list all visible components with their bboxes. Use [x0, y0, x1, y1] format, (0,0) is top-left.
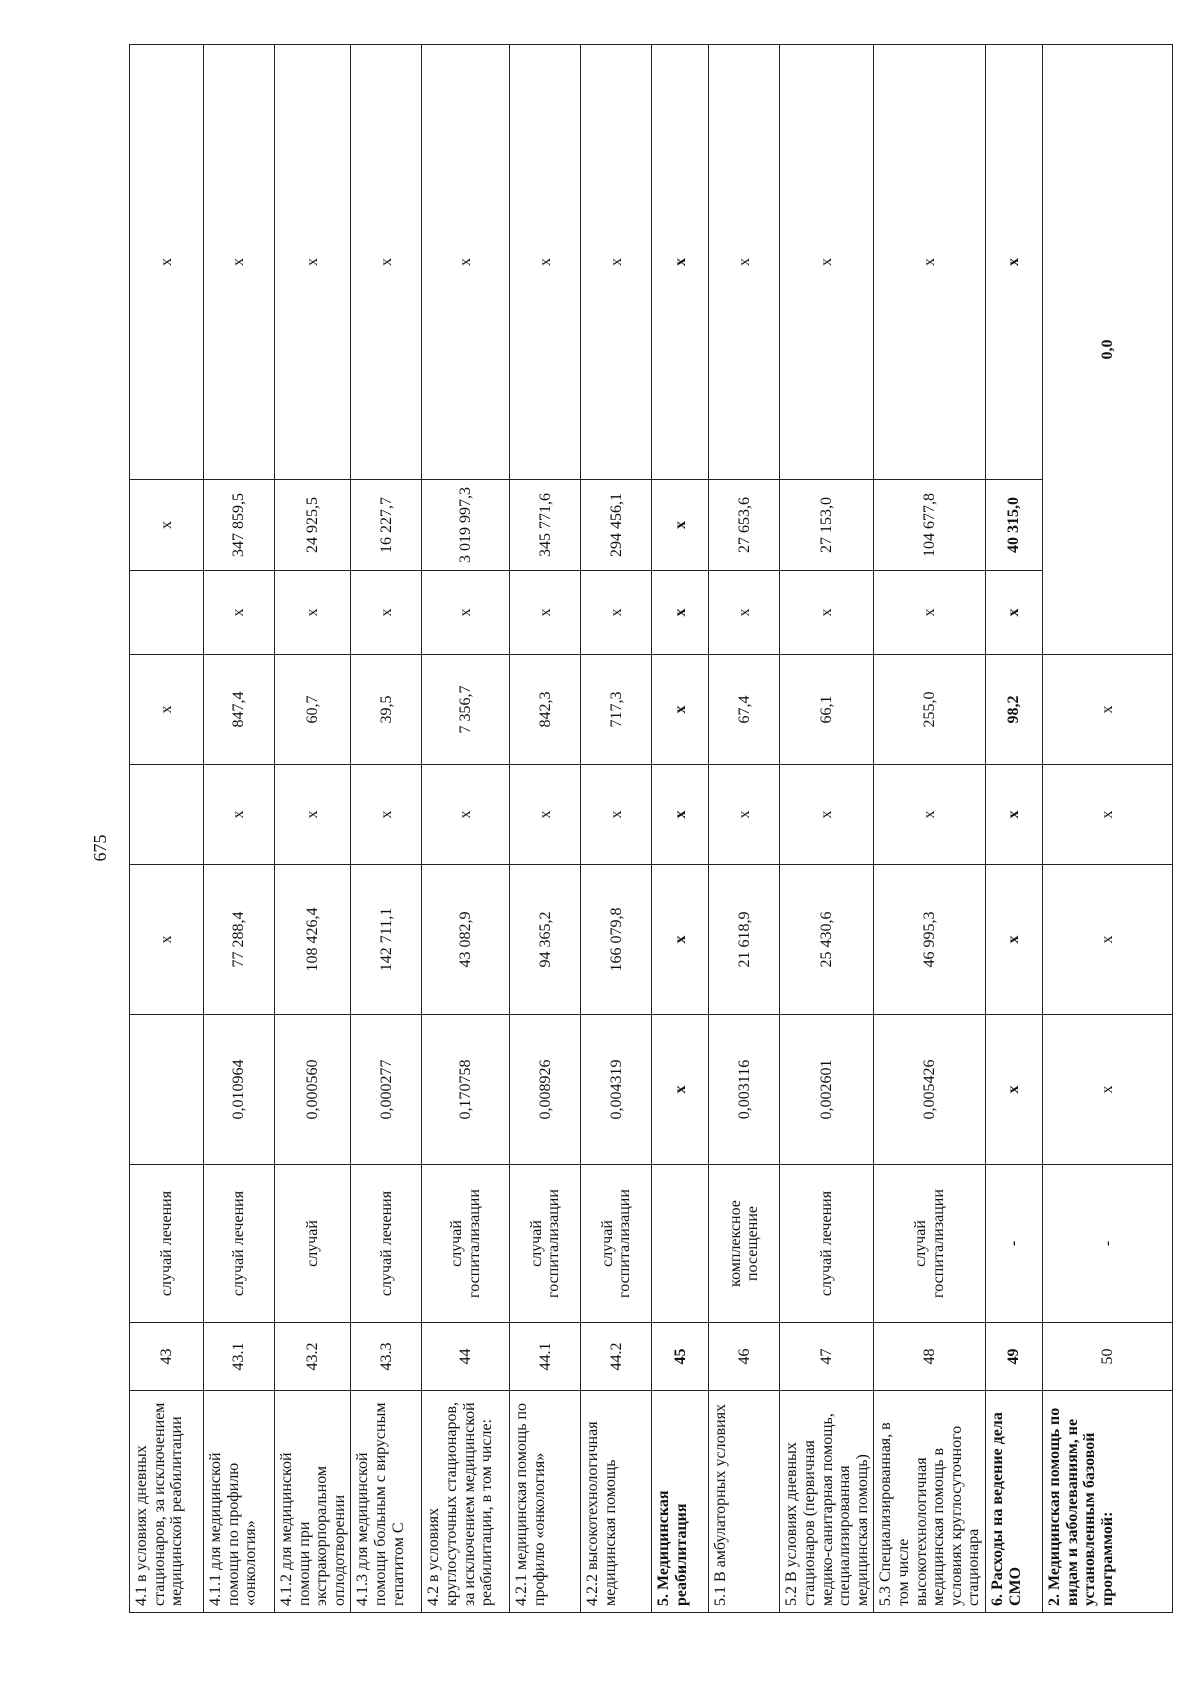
cell-norm: 0,000560	[275, 1015, 351, 1165]
cell-unit: случай лечения	[780, 1165, 874, 1323]
cell-total-budget: x	[709, 571, 780, 655]
cell-cost: x	[1042, 865, 1172, 1015]
cell-note: x	[874, 45, 986, 480]
table-row	[275, 45, 351, 1613]
cell-total-budget: x	[275, 571, 351, 655]
cell-unit: случай госпитализации	[422, 1165, 510, 1323]
cell-total-oms: 347 859,5	[204, 480, 275, 571]
cell-unit: случай госпитализации	[510, 1165, 581, 1323]
cell-per-capita-oms: x	[130, 655, 204, 765]
cell-code: 50	[1042, 1323, 1172, 1391]
cell-name: 4.1 в условиях дневных стационаров, за исключением медицинской реабилитации	[130, 1391, 204, 1613]
cell-per-capita-budget: x	[985, 765, 1042, 865]
table-body	[130, 45, 1173, 1613]
cell-code: 44.1	[510, 1323, 581, 1391]
table-row	[985, 45, 1042, 1613]
cell-norm: 0,002601	[780, 1015, 874, 1165]
cell-cost: 77 288,4	[204, 865, 275, 1015]
cell-total-summary: 0,0	[1042, 45, 1172, 655]
cell-norm	[130, 1015, 204, 1165]
cell-norm: 0,005426	[874, 1015, 986, 1165]
cell-code: 43	[130, 1323, 204, 1391]
cell-total-budget: x	[422, 571, 510, 655]
cell-norm: 0,170758	[422, 1015, 510, 1165]
cell-norm: x	[652, 1015, 709, 1165]
cell-per-capita-budget: x	[581, 765, 652, 865]
cell-total-oms: 27 153,0	[780, 480, 874, 571]
cell-cost: 142 711,1	[351, 865, 422, 1015]
cell-name: 4.1.2 для медицинской помощи при экстракорпоральном оплодотворении	[275, 1391, 351, 1613]
cell-name: 5. Медицинская реабилитация	[652, 1391, 709, 1613]
rotated-page-content	[129, 45, 1116, 1613]
cell-unit: комплексное посещение	[709, 1165, 780, 1323]
cell-norm: x	[1042, 1015, 1172, 1165]
table-row	[351, 45, 422, 1613]
page-number: 675	[90, 834, 110, 862]
table-row	[709, 45, 780, 1613]
cell-total-budget: x	[510, 571, 581, 655]
cell-note: x	[510, 45, 581, 480]
cell-norm: 0,000277	[351, 1015, 422, 1165]
cell-norm: 0,004319	[581, 1015, 652, 1165]
cell-total-oms: x	[652, 480, 709, 571]
cell-code: 43.3	[351, 1323, 422, 1391]
cell-per-capita-budget: x	[874, 765, 986, 865]
cell-cost: x	[985, 865, 1042, 1015]
cell-cost: 43 082,9	[422, 865, 510, 1015]
cell-name: 5.2 В условиях дневных стационаров (первичная медико-санитарная помощь, специализированная медицинская помощь)	[780, 1391, 874, 1613]
cell-total-budget	[130, 571, 204, 655]
cell-per-capita-budget: x	[204, 765, 275, 865]
cell-per-capita-budget: x	[652, 765, 709, 865]
cell-code: 43.1	[204, 1323, 275, 1391]
cell-unit: случай лечения	[130, 1165, 204, 1323]
cell-per-capita-oms: 39,5	[351, 655, 422, 765]
cell-norm: 0,008926	[510, 1015, 581, 1165]
cell-code: 47	[780, 1323, 874, 1391]
cell-unit: случай лечения	[204, 1165, 275, 1323]
cell-note: x	[985, 45, 1042, 480]
cell-cost: 166 079,8	[581, 865, 652, 1015]
cell-unit: случай госпитализации	[581, 1165, 652, 1323]
cell-total-budget: x	[780, 571, 874, 655]
cell-per-capita-budget: x	[510, 765, 581, 865]
table-row	[780, 45, 874, 1613]
cell-per-capita-budget: x	[780, 765, 874, 865]
cell-per-capita-oms: 255,0	[874, 655, 986, 765]
cell-cost: 108 426,4	[275, 865, 351, 1015]
cell-total-oms: 104 677,8	[874, 480, 986, 571]
cell-per-capita-oms: 66,1	[780, 655, 874, 765]
cell-unit: -	[1042, 1165, 1172, 1323]
cell-per-capita-budget	[130, 765, 204, 865]
cell-per-capita-oms: 847,4	[204, 655, 275, 765]
cell-per-capita-oms: 842,3	[510, 655, 581, 765]
cell-per-capita-budget: x	[275, 765, 351, 865]
cell-per-capita-budget: x	[351, 765, 422, 865]
cell-norm: 0,010964	[204, 1015, 275, 1165]
cell-name: 4.1.1 для медицинской помощи по профилю «онкология»	[204, 1391, 275, 1613]
cell-total-budget: x	[581, 571, 652, 655]
cell-norm: x	[985, 1015, 1042, 1165]
cell-note: x	[709, 45, 780, 480]
cell-unit	[652, 1165, 709, 1323]
cell-per-capita-oms: 67,4	[709, 655, 780, 765]
cell-cost: 94 365,2	[510, 865, 581, 1015]
cell-total-oms: 294 456,1	[581, 480, 652, 571]
cell-per-capita-budget: x	[422, 765, 510, 865]
cell-total-oms: 345 771,6	[510, 480, 581, 571]
table-row	[510, 45, 581, 1613]
cell-code: 48	[874, 1323, 986, 1391]
cell-total-budget: x	[652, 571, 709, 655]
cell-code: 46	[709, 1323, 780, 1391]
cell-name: 5.3 Специализированная, в том числе высокотехнологичная медицинская помощь в условиях круглосуточного стационара	[874, 1391, 986, 1613]
table-row-final	[1042, 45, 1172, 1613]
cell-cost: x	[652, 865, 709, 1015]
cell-per-capita-oms: 98,2	[985, 655, 1042, 765]
table-row	[422, 45, 510, 1613]
cell-total-budget: x	[204, 571, 275, 655]
cell-name: 6. Расходы на ведение дела СМО	[985, 1391, 1042, 1613]
cell-note: x	[275, 45, 351, 480]
cell-name: 4.2.2 высокотехнологичная медицинская помощь	[581, 1391, 652, 1613]
cell-name: 2. Медицинская помощь по видам и заболеваниям, не установленным базовой программой:	[1042, 1391, 1172, 1613]
cell-code: 49	[985, 1323, 1042, 1391]
cell-total-oms: 40 315,0	[985, 480, 1042, 571]
table-row	[130, 45, 204, 1613]
table-row	[874, 45, 986, 1613]
cell-name: 4.1.3 для медицинской помощи больным с вирусным гепатитом С	[351, 1391, 422, 1613]
table-row	[652, 45, 709, 1613]
cell-code: 45	[652, 1323, 709, 1391]
cell-note: x	[422, 45, 510, 480]
cell-cost: 21 618,9	[709, 865, 780, 1015]
cell-cost: 46 995,3	[874, 865, 986, 1015]
cell-total-oms: 3 019 997,3	[422, 480, 510, 571]
cell-note: x	[351, 45, 422, 480]
cell-name: 4.2 в условиях круглосуточных стационаров, за исключением медицинской реабилитации, в том числе:	[422, 1391, 510, 1613]
cell-unit: случай	[275, 1165, 351, 1323]
cell-name: 4.2.1 медицинская помощь по профилю «онкология»	[510, 1391, 581, 1613]
cell-total-budget: x	[351, 571, 422, 655]
cell-unit: -	[985, 1165, 1042, 1323]
cell-per-capita-budget: x	[709, 765, 780, 865]
cell-per-capita-oms: 60,7	[275, 655, 351, 765]
cell-total-oms: 27 653,6	[709, 480, 780, 571]
cell-code: 44	[422, 1323, 510, 1391]
cell-cost: x	[130, 865, 204, 1015]
cell-cost: 25 430,6	[780, 865, 874, 1015]
cell-total-oms: x	[130, 480, 204, 571]
cell-note: x	[652, 45, 709, 480]
cell-note: x	[130, 45, 204, 480]
table-row	[581, 45, 652, 1613]
cell-total-oms: 24 925,5	[275, 480, 351, 571]
cell-note: x	[780, 45, 874, 480]
cell-total-budget: x	[1042, 655, 1172, 765]
cell-note: x	[204, 45, 275, 480]
cell-total-oms: 16 227,7	[351, 480, 422, 571]
cell-unit: случай госпитализации	[874, 1165, 986, 1323]
table-row	[204, 45, 275, 1613]
cell-per-capita-oms: 7 356,7	[422, 655, 510, 765]
cell-per-capita-oms: 717,3	[581, 655, 652, 765]
cell-unit: случай лечения	[351, 1165, 422, 1323]
cell-name: 5.1 В амбулаторных условиях	[709, 1391, 780, 1613]
cell-total-budget: x	[874, 571, 986, 655]
cell-per-capita-budget: x	[1042, 765, 1172, 865]
cell-total-budget: x	[985, 571, 1042, 655]
cell-norm: 0,003116	[709, 1015, 780, 1165]
financing-table	[129, 44, 1173, 1613]
cell-per-capita-oms: x	[652, 655, 709, 765]
cell-note: x	[581, 45, 652, 480]
cell-code: 44.2	[581, 1323, 652, 1391]
cell-code: 43.2	[275, 1323, 351, 1391]
